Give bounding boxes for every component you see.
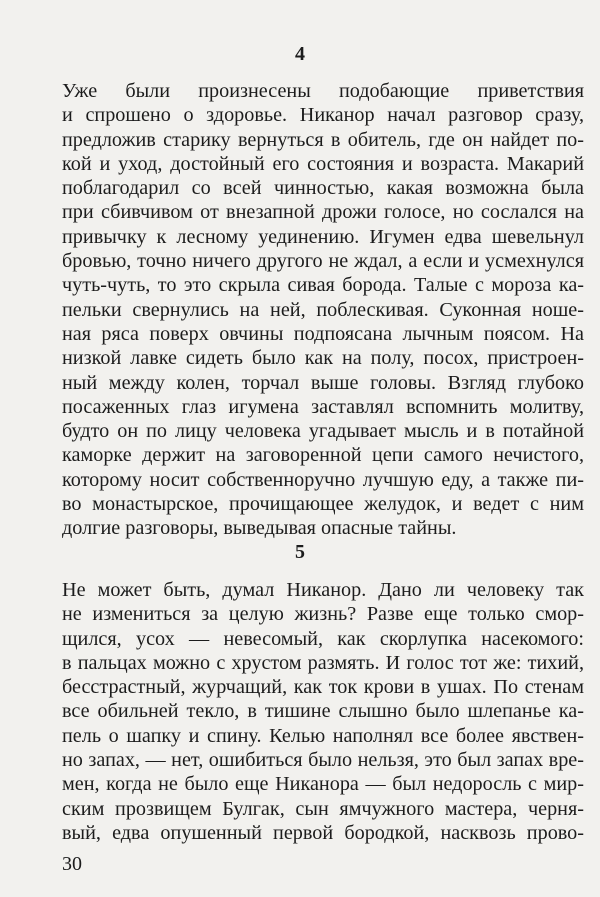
- text-line: поблагодарил со всей чинностью, какая возможна была: [62, 177, 584, 200]
- text-line: щился, усох — невесомый, как скорлупка насекомого:: [62, 627, 584, 650]
- text-line: в пальцах можно с хрустом размять. И голос тот же: тихий,: [62, 651, 584, 674]
- paragraph-section-5: [62, 578, 584, 845]
- text-line: пельки свернулись на ней, поблескивая. Суконная ноше-: [62, 298, 584, 321]
- text-line: кой и уход, достойный его состояния и возраста. Макарий: [62, 152, 584, 175]
- text-line: каморке держит на заговоренной цепи самого нечистого,: [62, 444, 584, 467]
- text-line: будто он по лицу человека угадывает мысль и в потайной: [62, 420, 584, 443]
- text-line: предложив старику вернуться в обитель, где он найдет по-: [62, 128, 584, 151]
- text-line: при сбивчивом от внезапной дрожи голосе, но сослался на: [62, 201, 584, 224]
- text-line: пель о шапку и спину. Келью наполнял все более явствен-: [62, 724, 584, 747]
- text-line: ским прозвищем Булгак, сын ямчужного мастера, черня-: [62, 797, 584, 820]
- text-line: долгие разговоры, выведывая опасные тайны.: [62, 517, 457, 540]
- chapter-number-4: 4: [295, 43, 305, 65]
- text-line: чуть-чуть, то это скрыла сивая борода. Талые с мороза ка-: [62, 274, 584, 297]
- text-line: Уже были произнесены подобающие приветствия: [62, 80, 584, 102]
- text-line: во монастырское, прочищающее желудок, и ведет с ним: [62, 493, 584, 516]
- text-line: и спрошено о здоровье. Никанор начал разговор сразу,: [62, 104, 584, 127]
- text-line: посаженных глаз игумена заставлял вспомнить молитву,: [62, 395, 584, 418]
- text-line: вый, едва опушенный первой бородкой, насквозь прово-: [62, 821, 584, 844]
- text-line: Не может быть, думал Никанор. Дано ли человеку так: [62, 579, 584, 601]
- text-line: ная ряса поверх овчины подпоясана лычным поясом. На: [62, 322, 584, 345]
- text-line: низкой лавке сидеть было как на полу, посох, пристроен-: [62, 347, 584, 370]
- text-line: ный между колен, торчал выше головы. Взгляд глубоко: [62, 371, 584, 394]
- text-line: мен, когда не было еще Никанора — был недоросль с мир-: [62, 773, 584, 796]
- chapter-number-5: 5: [295, 541, 305, 563]
- text-line: бровью, точно ничего другого не ждал, а если и усмехнулся: [62, 250, 584, 273]
- paragraph-section-4: [62, 79, 584, 541]
- text-line: которому носит собственноручно лучшую еду, а также пи-: [62, 468, 584, 491]
- text-line: но запах, — нет, ошибиться было нельзя, это был запах вре-: [62, 749, 584, 772]
- text-line: привычку к лесному уединению. Игумен едва шевельнул: [62, 225, 584, 248]
- text-line: не измениться за целую жизнь? Разве еще только смор-: [62, 603, 584, 626]
- text-line: все обильней текло, в тишине слышно было шлепанье ка-: [62, 700, 584, 723]
- page-number: 30: [62, 853, 82, 875]
- text-line: бесстрастный, журчащий, как ток крови в ушах. По стенам: [62, 676, 584, 699]
